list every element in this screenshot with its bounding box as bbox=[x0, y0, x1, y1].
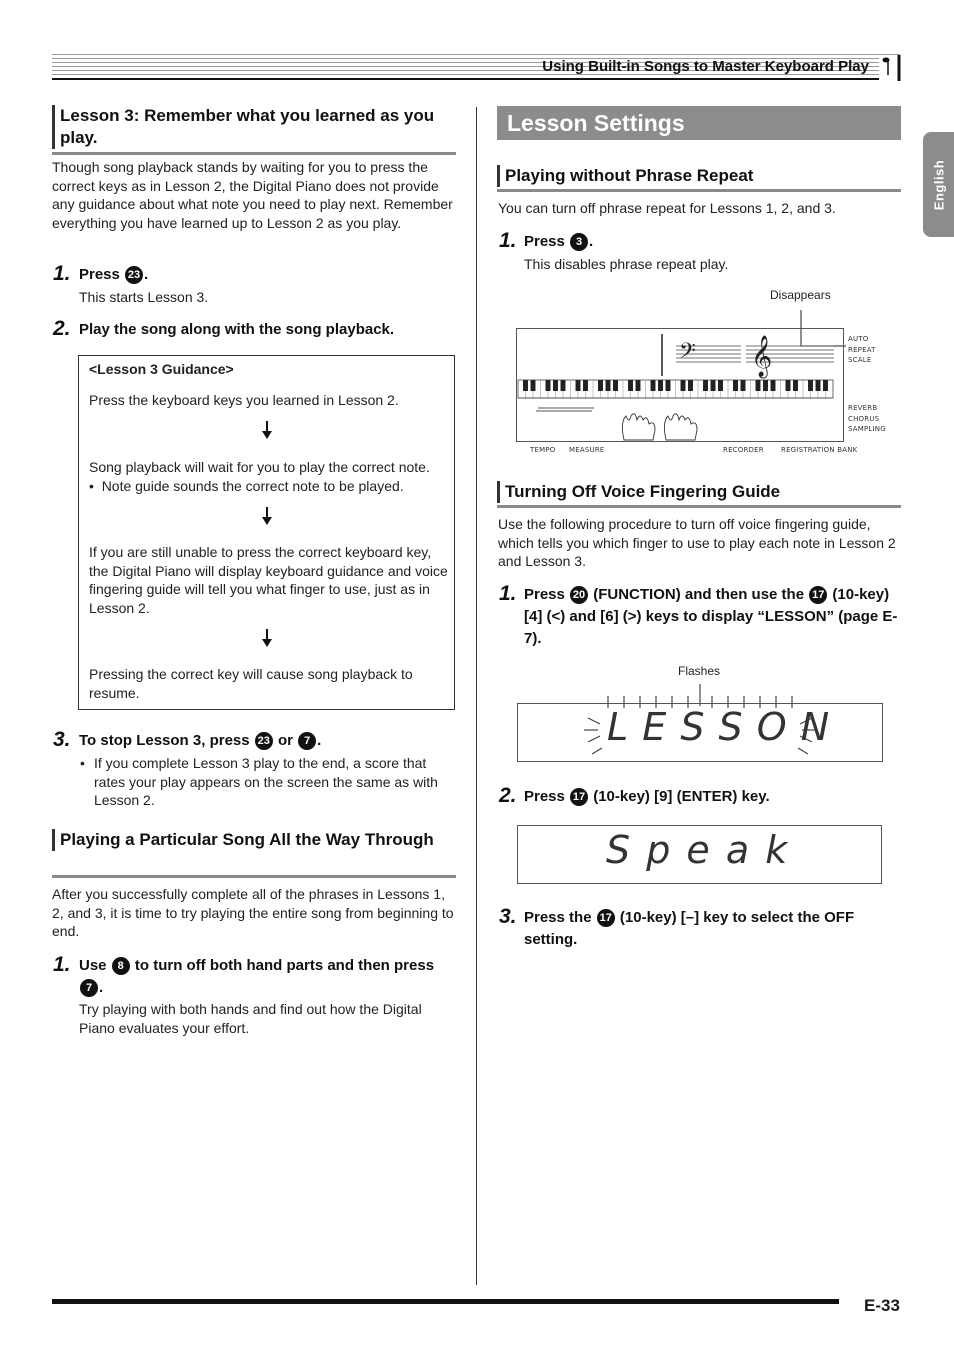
key-8-icon: 8 bbox=[112, 957, 130, 975]
heading-underline bbox=[52, 152, 456, 155]
music-note-icon bbox=[879, 55, 901, 81]
svg-text:𝄞: 𝄞 bbox=[751, 336, 773, 377]
phrase-repeat-heading: Playing without Phrase Repeat bbox=[497, 165, 905, 187]
lcd-reverb: REVERB bbox=[848, 404, 878, 412]
lesson3-step1: Press 23 . bbox=[79, 266, 149, 283]
black-key bbox=[741, 380, 746, 391]
voice-step1: Press 20 (FUNCTION) and then use the 17 (10-key) [4] (<) and [6] (>) keys to display “LESSON” (page E-7). bbox=[524, 586, 898, 647]
disappears-label: Disappears bbox=[770, 288, 831, 302]
black-key bbox=[793, 380, 798, 391]
lcd-chorus: CHORUS bbox=[848, 415, 880, 423]
voice-step2: Press 17 (10-key) [9] (ENTER) key. bbox=[524, 788, 770, 805]
guidance-p4: Pressing the correct key will cause song playback to resume. bbox=[89, 666, 413, 701]
right-chevron-icon: > bbox=[627, 608, 637, 625]
particular-intro: After you successfully complete all of the phrases in Lessons 1, 2, and 3, it is time to try playing the entire song from beginning to end. bbox=[52, 886, 454, 940]
lcd-sampling: SAMPLING bbox=[848, 425, 886, 433]
black-key bbox=[546, 380, 551, 391]
step3-bullet: If you complete Lesson 3 play to the end, a score that rates your play appears on the screen the same as with Lesson 2. bbox=[94, 755, 438, 809]
lesson-display-text: L E S S O N bbox=[607, 705, 831, 749]
heading-underline bbox=[52, 875, 456, 878]
voice-intro: Use the following procedure to turn off voice fingering guide, which tells you which finger to use to play each note in Lesson 2 and Lesson 3. bbox=[498, 516, 896, 570]
black-key bbox=[688, 380, 693, 391]
black-key bbox=[553, 380, 558, 391]
header-title: Using Built-in Songs to Master Keyboard Play bbox=[542, 58, 869, 75]
key-20-icon: 20 bbox=[570, 586, 588, 604]
key-17-icon: 17 bbox=[570, 788, 588, 806]
lesson3-heading: Lesson 3: Remember what you learned as you play. bbox=[52, 105, 460, 149]
lesson3-step3: To stop Lesson 3, press 23 or 7 . bbox=[79, 732, 322, 749]
guidance-p2: Song playback will wait for you to play the correct note. bbox=[89, 459, 430, 475]
guidance-p3: If you are still unable to press the correct keyboard key, the Digital Piano will display keyboard guidance and voice fingering guide will tell you what finger to use, just as in Lesson 2. bbox=[89, 544, 448, 616]
black-key bbox=[583, 380, 588, 391]
black-key bbox=[523, 380, 528, 391]
key-17-icon: 17 bbox=[597, 909, 615, 927]
step1-note: This starts Lesson 3. bbox=[79, 289, 209, 305]
svg-text:𝄢: 𝄢 bbox=[679, 339, 696, 369]
lesson3-intro: Though song playback stands by waiting for you to press the correct keys as in Lesson 2, the Digital Piano does not provide any guidance about what note you need to play next. Remember everything you have learned up to Lesson 2 as you play. bbox=[52, 159, 453, 231]
down-arrow-icon bbox=[266, 507, 268, 523]
lcd-auto: AUTO bbox=[848, 335, 869, 343]
lcd-tempo: TEMPO bbox=[530, 446, 556, 454]
black-key bbox=[666, 380, 671, 391]
step-number: 2. bbox=[53, 317, 71, 340]
black-key bbox=[651, 380, 656, 391]
black-key bbox=[786, 380, 791, 391]
guidance-title: <Lesson 3 Guidance> bbox=[89, 361, 234, 377]
lcd-measure: MEASURE bbox=[569, 446, 605, 454]
heading-underline bbox=[497, 505, 901, 508]
down-arrow-icon bbox=[266, 421, 268, 437]
black-key bbox=[733, 380, 738, 391]
speak-display-text: S p e a k bbox=[606, 828, 790, 872]
key-23-icon: 23 bbox=[125, 266, 143, 284]
black-key bbox=[598, 380, 603, 391]
voice-step3: Press the 17 (10-key) [–] key to select the OFF setting. bbox=[524, 909, 855, 948]
black-key bbox=[718, 380, 723, 391]
bullet-icon: • bbox=[80, 755, 85, 771]
black-key bbox=[808, 380, 813, 391]
lesson3-step2: Play the song along with the song playback. bbox=[79, 321, 395, 338]
black-key bbox=[576, 380, 581, 391]
lcd-repeat: REPEAT bbox=[848, 346, 876, 354]
phrase-step1-note: This disables phrase repeat play. bbox=[524, 256, 729, 272]
black-key bbox=[636, 380, 641, 391]
particular-step1: Use 8 to turn off both hand parts and then press 7 . bbox=[79, 957, 435, 996]
black-key bbox=[606, 380, 611, 391]
phrase-intro: You can turn off phrase repeat for Lessons 1, 2, and 3. bbox=[498, 200, 836, 216]
guidance-p1: Press the keyboard keys you learned in Lesson 2. bbox=[89, 392, 399, 408]
lcd-scale: SCALE bbox=[848, 356, 872, 364]
step-number: 1. bbox=[53, 953, 71, 976]
key-7-icon: 7 bbox=[80, 979, 98, 997]
black-key bbox=[681, 380, 686, 391]
step-number: 1. bbox=[499, 229, 517, 252]
step-number: 1. bbox=[53, 262, 71, 285]
lesson-settings-title: Lesson Settings bbox=[497, 106, 901, 140]
black-key bbox=[531, 380, 536, 391]
flashes-label: Flashes bbox=[678, 664, 721, 678]
black-key bbox=[756, 380, 761, 391]
page-number: E-33 bbox=[864, 1296, 900, 1315]
black-key bbox=[763, 380, 768, 391]
guidance-p2-bullet: • Note guide sounds the correct note to be played. bbox=[89, 478, 404, 494]
black-key bbox=[703, 380, 708, 391]
step-number: 3. bbox=[53, 728, 71, 751]
black-key bbox=[613, 380, 618, 391]
black-key bbox=[816, 380, 821, 391]
phrase-step1: Press 3 . bbox=[524, 233, 594, 250]
key-23-icon: 23 bbox=[255, 732, 273, 750]
lcd-illustration bbox=[516, 328, 844, 442]
footer-rule bbox=[52, 1299, 839, 1304]
lcd-recorder: RECORDER bbox=[723, 446, 764, 454]
step-number: 2. bbox=[499, 784, 517, 807]
key-17-icon: 17 bbox=[809, 586, 827, 604]
voice-guide-heading: Turning Off Voice Fingering Guide bbox=[497, 481, 905, 503]
black-key bbox=[628, 380, 633, 391]
particular-song-heading: Playing a Particular Song All the Way Through bbox=[52, 829, 460, 851]
step-number: 3. bbox=[499, 905, 517, 928]
heading-underline bbox=[497, 189, 901, 192]
black-key bbox=[561, 380, 566, 391]
step-number: 1. bbox=[499, 582, 517, 605]
particular-step1-note: Try playing with both hands and find out how the Digital Piano evaluates your effort. bbox=[79, 1001, 422, 1036]
lcd-registration-bank: REGISTRATION BANK bbox=[781, 446, 858, 454]
left-chevron-icon: < bbox=[551, 608, 561, 625]
black-key bbox=[711, 380, 716, 391]
down-arrow-icon bbox=[266, 629, 268, 645]
key-3-icon: 3 bbox=[570, 233, 588, 251]
column-divider bbox=[476, 107, 477, 1285]
black-key bbox=[771, 380, 776, 391]
language-tab: English bbox=[923, 132, 954, 237]
black-key bbox=[658, 380, 663, 391]
black-key bbox=[823, 380, 828, 391]
key-7-icon: 7 bbox=[298, 732, 316, 750]
